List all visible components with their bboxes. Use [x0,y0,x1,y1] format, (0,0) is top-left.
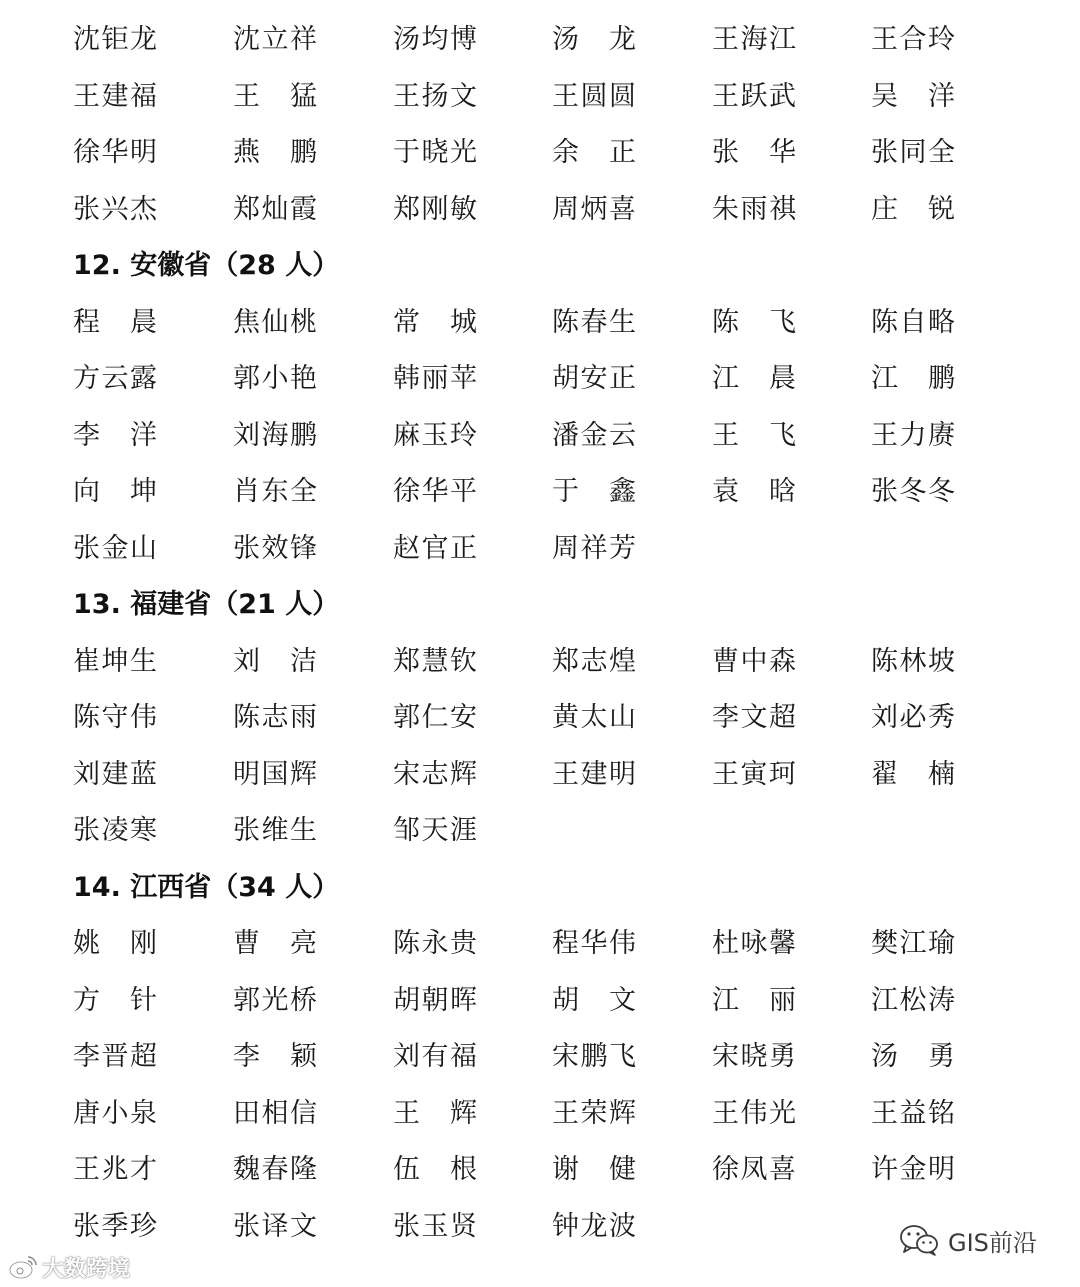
person-name: 郑 慧 钦 [393,645,477,677]
person-name: 王 建 明 [552,758,636,790]
person-name: 郭 小 艳 [233,363,317,394]
person-name: 伍 根 [393,1154,477,1185]
person-name: 张 玉 贤 [393,1210,477,1242]
person-name: 沈 钜 龙 [73,24,157,55]
person-name: 王 圆 圆 [552,80,636,112]
person-name: 程 晨 [73,306,157,338]
wechat-watermark [898,1222,1037,1258]
person-name: 黄 太 山 [552,702,636,733]
person-name: 江 丽 [712,984,796,1016]
person-name: 张 效 锋 [233,532,317,564]
person-name: 张 金 山 [73,532,157,564]
person-name: 刘 建 蓝 [73,758,157,790]
name-row [0,408,1080,464]
person-name: 谢 健 [552,1154,636,1185]
person-name: 肖 东 全 [233,476,317,507]
person-name: 樊 江 瑜 [871,928,955,959]
person-name: 明 国 辉 [233,758,317,790]
name-row [0,125,1080,181]
person-name: 张 季 珍 [73,1210,157,1242]
person-name: 王 荣 辉 [552,1097,636,1129]
person-name: 魏 春 隆 [233,1154,317,1185]
name-row [0,182,1080,238]
person-name: 张 译 文 [233,1210,317,1242]
person-name: 郭 光 桥 [233,984,317,1016]
person-name: 唐 小 泉 [73,1097,157,1129]
person-name: 杜 咏 馨 [712,928,796,959]
person-name: 田 相 信 [233,1097,317,1129]
name-row [0,973,1080,1029]
person-name: 邹 天 涯 [393,815,477,846]
person-name: 宋 鹏 飞 [552,1041,636,1072]
person-name: 王 力 赓 [871,419,955,451]
person-name: 韩 丽 苹 [393,363,477,394]
person-name: 郑 刚 敏 [393,193,477,225]
person-name: 陈 守 伟 [73,702,157,733]
person-name: 曹 亮 [233,928,317,959]
person-name: 王 猛 [233,80,317,112]
person-name: 常 城 [393,306,477,338]
person-name: 张 兴 杰 [73,193,157,225]
person-name: 李 晋 超 [73,1041,157,1072]
person-name: 王 兆 才 [73,1154,157,1185]
person-name: 胡 安 正 [552,363,636,394]
person-name: 汤 勇 [871,1041,955,1072]
person-name: 王 合 玲 [871,24,955,55]
person-name: 王 跃 武 [712,80,796,112]
name-row [0,1086,1080,1142]
person-name: 王 建 福 [73,80,157,112]
person-name: 王 寅 珂 [712,758,796,790]
person-name: 潘 金 云 [552,419,636,451]
person-name: 焦 仙 桃 [233,306,317,338]
person-name: 余 正 [552,137,636,168]
person-name: 陈 永 贵 [393,928,477,959]
person-name: 宋 晓 勇 [712,1041,796,1072]
person-name: 王 飞 [712,419,796,451]
person-name: 陈 春 生 [552,306,636,338]
name-row [0,1029,1080,1085]
person-name: 胡 朝 晖 [393,984,477,1016]
name-row [0,69,1080,125]
person-name: 江 鹏 [871,363,955,394]
person-name: 姚 刚 [73,928,157,959]
person-name: 徐 华 明 [73,137,157,168]
person-name: 陈 自 略 [871,306,955,338]
person-name: 李 洋 [73,419,157,451]
name-row [0,351,1080,407]
person-name: 方 云 露 [73,363,157,394]
person-name: 吴 洋 [871,80,955,112]
person-name: 王 扬 文 [393,80,477,112]
person-name: 程 华 伟 [552,928,636,959]
person-name: 方 针 [73,984,157,1016]
person-name: 赵 官 正 [393,532,477,564]
person-name: 燕 鹏 [233,137,317,168]
weibo-icon [8,1254,38,1280]
section-heading: 12. 安徽省（28 人） [73,250,340,281]
name-row [0,916,1080,972]
person-name: 陈 飞 [712,306,796,338]
person-name: 陈 林 坡 [871,645,955,677]
name-row [0,12,1080,68]
person-name: 张 维 生 [233,815,317,846]
weibo-watermark-text: 大数跨境 [42,1256,131,1282]
person-name: 周 炳 喜 [552,193,636,225]
person-name: 胡 文 [552,984,636,1016]
person-name: 朱 雨 祺 [712,193,796,225]
name-row [0,803,1080,859]
person-name: 崔 坤 生 [73,645,157,677]
name-row [0,747,1080,803]
person-name: 沈 立 祥 [233,24,317,55]
person-name: 江 松 涛 [871,984,955,1016]
name-row [0,464,1080,520]
name-row [0,690,1080,746]
person-name: 许 金 明 [871,1154,955,1185]
name-row [0,634,1080,690]
person-name: 郑 灿 霞 [233,193,317,225]
person-name: 张 凌 寒 [73,815,157,846]
person-name: 徐 凤 喜 [712,1154,796,1185]
person-name: 周 祥 芳 [552,532,636,564]
person-name: 李 文 超 [712,702,796,733]
name-row [0,1142,1080,1198]
person-name: 刘 必 秀 [871,702,955,733]
person-name: 麻 玉 玲 [393,419,477,451]
name-row [0,295,1080,351]
person-name: 向 坤 [73,476,157,507]
person-name: 郭 仁 安 [393,702,477,733]
person-name: 于 晓 光 [393,137,477,168]
person-name: 刘 海 鹏 [233,419,317,451]
person-name: 郑 志 煌 [552,645,636,677]
section-heading: 13. 福建省（21 人） [73,589,340,620]
person-name: 张 同 全 [871,137,955,168]
person-name: 宋 志 辉 [393,758,477,790]
person-name: 袁 晗 [712,476,796,507]
person-name: 王 伟 光 [712,1097,796,1129]
person-name: 刘 有 福 [393,1041,477,1072]
wechat-watermark-text: GIS前沿 [948,1228,1037,1257]
weibo-watermark [8,1252,130,1282]
person-name: 李 颖 [233,1041,317,1072]
wechat-icon [898,1223,940,1257]
person-name: 江 晨 [712,363,796,394]
person-name: 张 冬 冬 [871,476,955,507]
person-name: 汤 龙 [552,24,636,55]
name-row [0,521,1080,577]
person-name: 王 益 铭 [871,1097,955,1129]
person-name: 曹 中 森 [712,645,796,677]
person-name: 陈 志 雨 [233,702,317,733]
person-name: 钟 龙 波 [552,1210,636,1242]
person-name: 王 海 江 [712,24,796,55]
person-name: 徐 华 平 [393,476,477,507]
person-name: 汤 均 博 [393,24,477,55]
section-heading: 14. 江西省（34 人） [73,871,340,903]
person-name: 王 辉 [393,1097,477,1129]
person-name: 于 鑫 [552,476,636,507]
person-name: 张 华 [712,137,796,168]
person-name: 翟 楠 [871,758,955,790]
person-name: 刘 洁 [233,645,317,677]
person-name: 庄 锐 [871,193,955,225]
